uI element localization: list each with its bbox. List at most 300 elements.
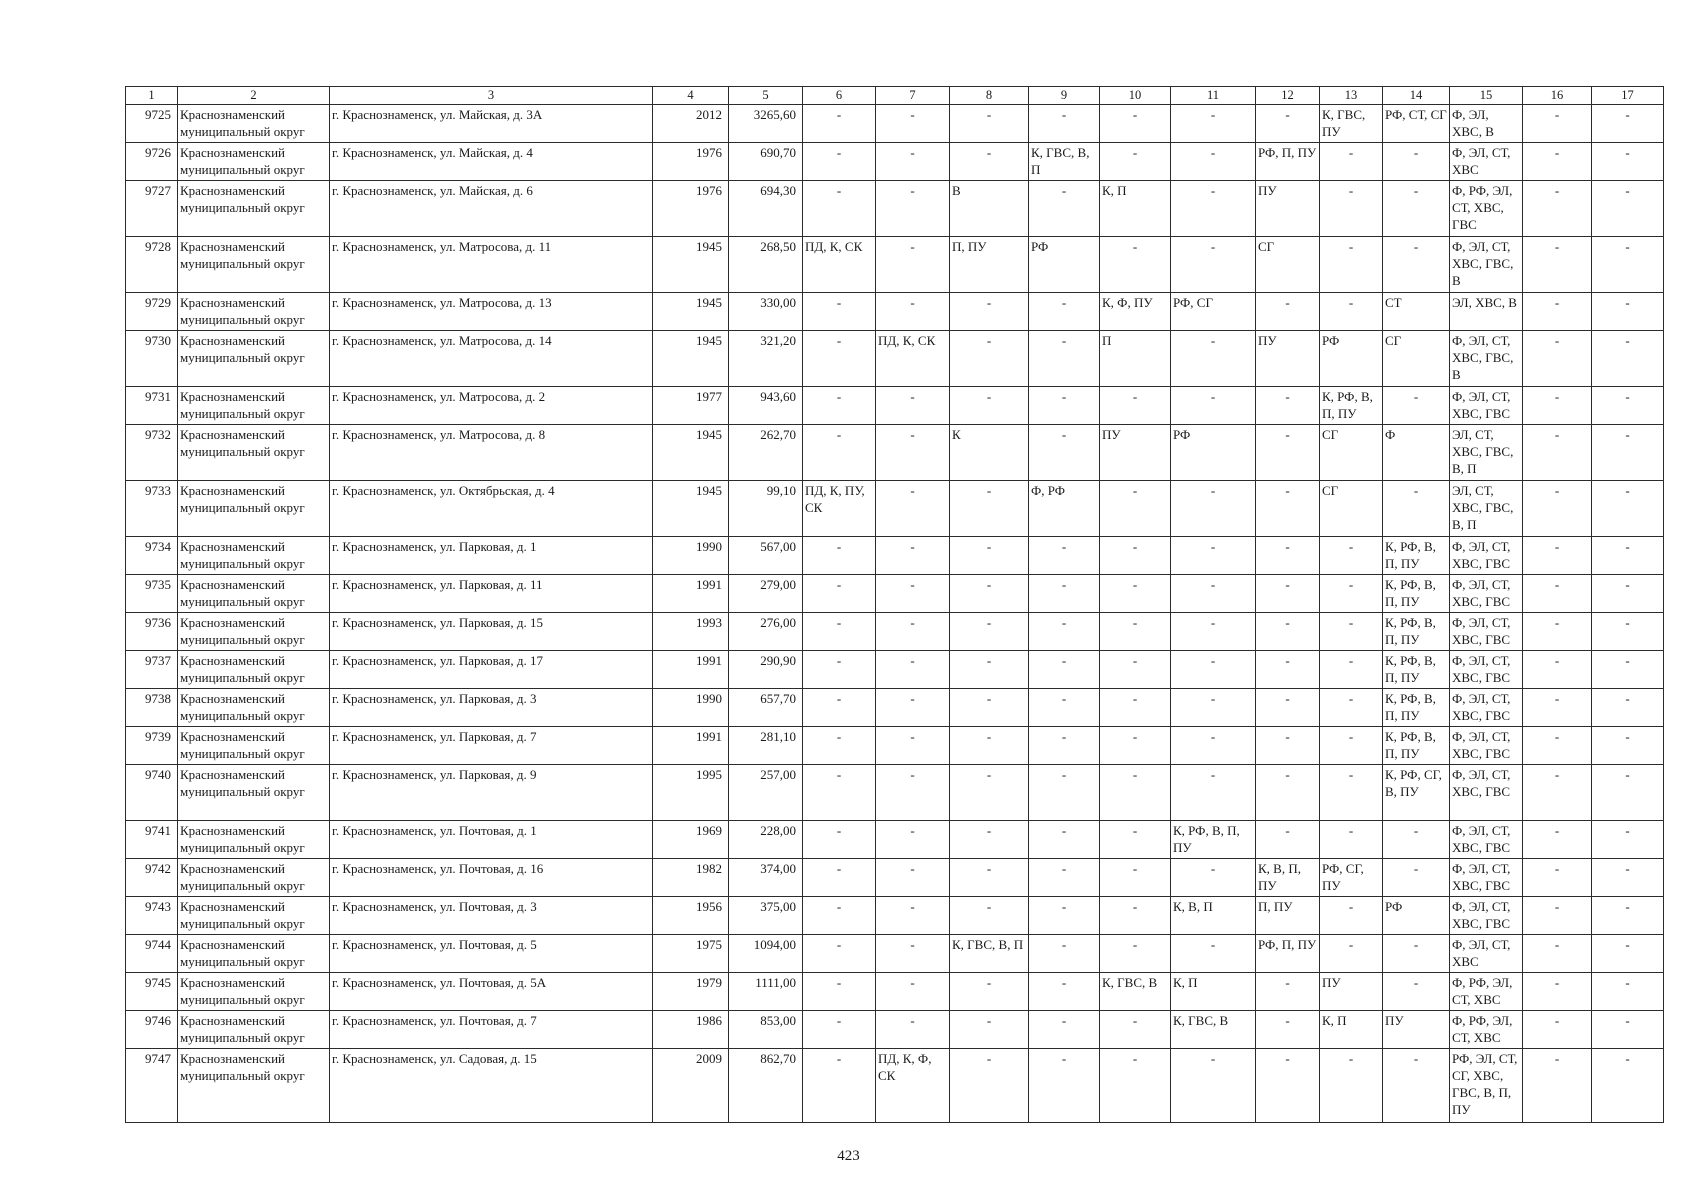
table-cell-col-1: 9740 [126,765,178,821]
table-cell-col-11: К, П [1171,973,1256,1011]
table-cell-col-9: - [1029,859,1100,897]
table-cell-col-5: 853,00 [729,1011,803,1049]
table-cell-col-13: К, П [1320,1011,1383,1049]
table-cell-col-2: Краснознаменский муниципальный округ [178,613,330,651]
table-cell-col-4: 1991 [653,575,729,613]
table-cell-col-13: СГ [1320,425,1383,481]
table-cell-col-13: - [1320,237,1383,293]
table-cell-col-11: - [1171,613,1256,651]
table-cell-col-11: - [1171,689,1256,727]
table-cell-col-3: г. Краснознаменск, ул. Матросова, д. 14 [330,331,653,387]
table-cell-col-3: г. Краснознаменск, ул. Майская, д. 3А [330,105,653,143]
table-cell-col-13: - [1320,181,1383,237]
table-cell-col-7: - [876,859,950,897]
table-cell-col-16: - [1523,765,1592,821]
table-cell-col-14: К, РФ, В, П, ПУ [1383,537,1450,575]
table-cell-col-8: К [950,425,1029,481]
table-cell-col-15: Ф, ЭЛ, СТ, ХВС, ГВС [1450,689,1523,727]
table-cell-col-4: 1975 [653,935,729,973]
table-cell-col-14: К, РФ, В, П, ПУ [1383,689,1450,727]
table-cell-col-10: - [1100,575,1171,613]
table-cell-col-16: - [1523,973,1592,1011]
column-header-14: 14 [1383,87,1450,105]
table-cell-col-16: - [1523,859,1592,897]
table-cell-col-9: - [1029,765,1100,821]
table-cell-col-7: - [876,425,950,481]
column-header-4: 4 [653,87,729,105]
table-cell-col-2: Краснознаменский муниципальный округ [178,859,330,897]
table-cell-col-16: - [1523,897,1592,935]
table-cell-col-4: 1945 [653,425,729,481]
table-cell-col-4: 1986 [653,1011,729,1049]
table-cell-col-12: П, ПУ [1256,897,1320,935]
table-cell-col-14: РФ, СТ, СГ [1383,105,1450,143]
table-cell-col-1: 9725 [126,105,178,143]
table-cell-col-13: - [1320,613,1383,651]
table-cell-col-5: 99,10 [729,481,803,537]
table-cell-col-10: - [1100,1011,1171,1049]
table-cell-col-2: Краснознаменский муниципальный округ [178,237,330,293]
table-cell-col-7: - [876,689,950,727]
table-cell-col-3: г. Краснознаменск, ул. Парковая, д. 11 [330,575,653,613]
table-cell-col-15: Ф, ЭЛ, СТ, ХВС, ГВС [1450,651,1523,689]
table-cell-col-17: - [1592,1011,1664,1049]
table-cell-col-8: - [950,765,1029,821]
table-cell-col-15: Ф, ЭЛ, СТ, ХВС, ГВС [1450,613,1523,651]
table-cell-col-11: - [1171,105,1256,143]
table-cell-col-6: - [803,859,876,897]
table-row [126,897,1664,935]
table-cell-col-16: - [1523,651,1592,689]
table-cell-col-2: Краснознаменский муниципальный округ [178,387,330,425]
table-cell-col-12: - [1256,765,1320,821]
table-cell-col-8: - [950,387,1029,425]
table-cell-col-11: К, РФ, В, П, ПУ [1171,821,1256,859]
table-cell-col-5: 3265,60 [729,105,803,143]
table-cell-col-12: ПУ [1256,331,1320,387]
table-cell-col-13: - [1320,689,1383,727]
table-cell-col-4: 1993 [653,613,729,651]
table-cell-col-14: К, РФ, В, П, ПУ [1383,613,1450,651]
table-cell-col-13: К, РФ, В, П, ПУ [1320,387,1383,425]
table-cell-col-6: ПД, К, СК [803,237,876,293]
table-cell-col-2: Краснознаменский муниципальный округ [178,1049,330,1123]
table-cell-col-12: - [1256,293,1320,331]
table-cell-col-13: РФ [1320,331,1383,387]
table-cell-col-5: 943,60 [729,387,803,425]
table-cell-col-16: - [1523,143,1592,181]
table-cell-col-1: 9738 [126,689,178,727]
table-cell-col-17: - [1592,105,1664,143]
table-cell-col-8: - [950,105,1029,143]
table-cell-col-2: Краснознаменский муниципальный округ [178,425,330,481]
table-cell-col-15: Ф, РФ, ЭЛ, СТ, ХВС, ГВС [1450,181,1523,237]
table-row [126,1011,1664,1049]
table-cell-col-12: - [1256,105,1320,143]
table-cell-col-10: - [1100,387,1171,425]
table-cell-col-7: - [876,651,950,689]
table-row [126,575,1664,613]
column-number-header-row [126,87,1664,105]
table-cell-col-12: - [1256,651,1320,689]
table-cell-col-6: - [803,821,876,859]
table-cell-col-3: г. Краснознаменск, ул. Матросова, д. 8 [330,425,653,481]
table-cell-col-17: - [1592,293,1664,331]
table-cell-col-15: Ф, ЭЛ, СТ, ХВС [1450,935,1523,973]
table-cell-col-2: Краснознаменский муниципальный округ [178,821,330,859]
table-cell-col-11: - [1171,575,1256,613]
table-cell-col-14: - [1383,821,1450,859]
table-cell-col-16: - [1523,481,1592,537]
table-cell-col-6: - [803,973,876,1011]
table-cell-col-3: г. Краснознаменск, ул. Парковая, д. 7 [330,727,653,765]
table-cell-col-14: - [1383,181,1450,237]
table-cell-col-6: - [803,331,876,387]
column-header-9: 9 [1029,87,1100,105]
table-cell-col-12: РФ, П, ПУ [1256,935,1320,973]
table-cell-col-4: 1976 [653,181,729,237]
table-cell-col-6: - [803,765,876,821]
table-cell-col-9: - [1029,387,1100,425]
table-cell-col-3: г. Краснознаменск, ул. Парковая, д. 3 [330,689,653,727]
table-cell-col-13: - [1320,727,1383,765]
table-cell-col-7: - [876,537,950,575]
table-row [126,331,1664,387]
table-cell-col-16: - [1523,689,1592,727]
table-cell-col-9: - [1029,1011,1100,1049]
table-cell-col-3: г. Краснознаменск, ул. Парковая, д. 1 [330,537,653,575]
table-cell-col-15: Ф, ЭЛ, СТ, ХВС, ГВС [1450,897,1523,935]
table-row [126,481,1664,537]
table-cell-col-17: - [1592,935,1664,973]
table-cell-col-3: г. Краснознаменск, ул. Матросова, д. 2 [330,387,653,425]
table-cell-col-5: 374,00 [729,859,803,897]
table-cell-col-8: - [950,575,1029,613]
table-cell-col-6: - [803,143,876,181]
buildings-register-table [125,86,1664,1123]
table-cell-col-9: - [1029,1049,1100,1123]
table-cell-col-12: - [1256,481,1320,537]
table-row [126,105,1664,143]
table-cell-col-14: ПУ [1383,1011,1450,1049]
table-cell-col-5: 690,70 [729,143,803,181]
table-cell-col-5: 290,90 [729,651,803,689]
table-cell-col-7: - [876,897,950,935]
column-header-6: 6 [803,87,876,105]
table-cell-col-8: - [950,897,1029,935]
table-cell-col-17: - [1592,181,1664,237]
table-cell-col-1: 9733 [126,481,178,537]
table-cell-col-13: К, ГВС, ПУ [1320,105,1383,143]
table-cell-col-16: - [1523,387,1592,425]
table-cell-col-4: 1991 [653,651,729,689]
table-cell-col-5: 375,00 [729,897,803,935]
table-cell-col-7: - [876,143,950,181]
table-cell-col-17: - [1592,765,1664,821]
table-cell-col-10: - [1100,537,1171,575]
table-cell-col-8: - [950,1049,1029,1123]
table-cell-col-7: - [876,1011,950,1049]
table-cell-col-6: - [803,1049,876,1123]
table-cell-col-11: К, ГВС, В [1171,1011,1256,1049]
table-cell-col-14: - [1383,481,1450,537]
table-cell-col-15: Ф, ЭЛ, СТ, ХВС, ГВС, В [1450,331,1523,387]
table-cell-col-2: Краснознаменский муниципальный округ [178,331,330,387]
table-cell-col-3: г. Краснознаменск, ул. Парковая, д. 17 [330,651,653,689]
table-cell-col-16: - [1523,105,1592,143]
table-cell-col-12: ПУ [1256,181,1320,237]
table-cell-col-14: - [1383,973,1450,1011]
table-row [126,293,1664,331]
table-cell-col-15: Ф, ЭЛ, СТ, ХВС, ГВС [1450,575,1523,613]
table-cell-col-1: 9747 [126,1049,178,1123]
table-cell-col-3: г. Краснознаменск, ул. Матросова, д. 11 [330,237,653,293]
table-cell-col-16: - [1523,537,1592,575]
table-cell-col-13: - [1320,143,1383,181]
table-cell-col-12: - [1256,727,1320,765]
table-cell-col-10: К, Ф, ПУ [1100,293,1171,331]
table-cell-col-3: г. Краснознаменск, ул. Садовая, д. 15 [330,1049,653,1123]
table-row [126,821,1664,859]
table-cell-col-1: 9737 [126,651,178,689]
table-cell-col-2: Краснознаменский муниципальный округ [178,765,330,821]
table-cell-col-16: - [1523,935,1592,973]
table-cell-col-17: - [1592,237,1664,293]
table-cell-col-15: Ф, ЭЛ, СТ, ХВС, ГВС [1450,537,1523,575]
table-cell-col-11: К, В, П [1171,897,1256,935]
table-cell-col-8: - [950,727,1029,765]
table-cell-col-11: - [1171,651,1256,689]
table-cell-col-7: ПД, К, СК [876,331,950,387]
table-row [126,237,1664,293]
table-cell-col-12: - [1256,689,1320,727]
table-cell-col-3: г. Краснознаменск, ул. Парковая, д. 9 [330,765,653,821]
table-cell-col-14: - [1383,859,1450,897]
table-cell-col-17: - [1592,481,1664,537]
table-cell-col-2: Краснознаменский муниципальный округ [178,481,330,537]
table-cell-col-4: 1976 [653,143,729,181]
table-cell-col-10: - [1100,105,1171,143]
table-cell-col-14: СТ [1383,293,1450,331]
table-cell-col-7: - [876,727,950,765]
table-cell-col-2: Краснознаменский муниципальный округ [178,897,330,935]
table-cell-col-9: - [1029,425,1100,481]
table-cell-col-3: г. Краснознаменск, ул. Майская, д. 4 [330,143,653,181]
column-header-16: 16 [1523,87,1592,105]
table-row [126,973,1664,1011]
table-cell-col-9: - [1029,821,1100,859]
column-header-7: 7 [876,87,950,105]
table-row [126,613,1664,651]
table-cell-col-5: 694,30 [729,181,803,237]
table-cell-col-5: 268,50 [729,237,803,293]
table-row [126,537,1664,575]
table-cell-col-10: - [1100,613,1171,651]
table-cell-col-10: К, ГВС, В [1100,973,1171,1011]
table-cell-col-6: - [803,293,876,331]
table-cell-col-10: - [1100,481,1171,537]
table-cell-col-9: - [1029,537,1100,575]
table-cell-col-4: 1945 [653,481,729,537]
table-cell-col-7: - [876,181,950,237]
table-cell-col-8: - [950,1011,1029,1049]
table-cell-col-16: - [1523,1011,1592,1049]
table-cell-col-8: - [950,613,1029,651]
table-cell-col-9: К, ГВС, В, П [1029,143,1100,181]
table-cell-col-6: - [803,105,876,143]
table-cell-col-6: - [803,387,876,425]
table-cell-col-8: - [950,859,1029,897]
table-cell-col-17: - [1592,613,1664,651]
table-cell-col-8: П, ПУ [950,237,1029,293]
table-cell-col-10: - [1100,765,1171,821]
table-cell-col-4: 2012 [653,105,729,143]
table-cell-col-15: Ф, РФ, ЭЛ, СТ, ХВС [1450,1011,1523,1049]
table-cell-col-14: К, РФ, СГ, В, ПУ [1383,765,1450,821]
table-cell-col-7: ПД, К, Ф, СК [876,1049,950,1123]
column-header-10: 10 [1100,87,1171,105]
table-cell-col-17: - [1592,575,1664,613]
table-cell-col-5: 1111,00 [729,973,803,1011]
table-cell-col-11: - [1171,935,1256,973]
table-cell-col-10: - [1100,897,1171,935]
table-row [126,765,1664,821]
table-cell-col-14: РФ [1383,897,1450,935]
column-header-15: 15 [1450,87,1523,105]
table-cell-col-4: 1945 [653,293,729,331]
table-cell-col-1: 9731 [126,387,178,425]
table-cell-col-1: 9728 [126,237,178,293]
table-cell-col-7: - [876,105,950,143]
table-cell-col-1: 9730 [126,331,178,387]
table-cell-col-7: - [876,387,950,425]
table-cell-col-10: - [1100,1049,1171,1123]
table-cell-col-9: РФ [1029,237,1100,293]
table-cell-col-13: - [1320,575,1383,613]
page-number: 423 [837,1148,860,1164]
table-cell-col-11: - [1171,387,1256,425]
table-cell-col-1: 9743 [126,897,178,935]
table-cell-col-6: - [803,537,876,575]
table-cell-col-9: - [1029,293,1100,331]
column-header-8: 8 [950,87,1029,105]
table-cell-col-7: - [876,613,950,651]
table-cell-col-6: - [803,181,876,237]
table-cell-col-3: г. Краснознаменск, ул. Парковая, д. 15 [330,613,653,651]
table-cell-col-12: - [1256,537,1320,575]
table-cell-col-1: 9739 [126,727,178,765]
table-cell-col-15: ЭЛ, ХВС, В [1450,293,1523,331]
table-cell-col-12: - [1256,613,1320,651]
table-cell-col-10: ПУ [1100,425,1171,481]
table-cell-col-11: - [1171,481,1256,537]
table-cell-col-2: Краснознаменский муниципальный округ [178,293,330,331]
table-cell-col-9: - [1029,651,1100,689]
table-cell-col-11: РФ, СГ [1171,293,1256,331]
table-cell-col-16: - [1523,237,1592,293]
table-cell-col-16: - [1523,425,1592,481]
table-cell-col-1: 9729 [126,293,178,331]
table-cell-col-16: - [1523,293,1592,331]
table-cell-col-3: г. Краснознаменск, ул. Октябрьская, д. 4 [330,481,653,537]
column-header-5: 5 [729,87,803,105]
table-cell-col-2: Краснознаменский муниципальный округ [178,537,330,575]
table-cell-col-9: - [1029,575,1100,613]
table-row [126,727,1664,765]
table-cell-col-2: Краснознаменский муниципальный округ [178,105,330,143]
table-cell-col-7: - [876,575,950,613]
table-cell-col-10: - [1100,237,1171,293]
table-cell-col-11: - [1171,727,1256,765]
table-cell-col-11: - [1171,181,1256,237]
table-cell-col-9: - [1029,613,1100,651]
table-cell-col-12: - [1256,387,1320,425]
table-cell-col-17: - [1592,331,1664,387]
table-cell-col-6: - [803,689,876,727]
table-cell-col-13: СГ [1320,481,1383,537]
table-cell-col-2: Краснознаменский муниципальный округ [178,575,330,613]
table-cell-col-10: - [1100,859,1171,897]
table-cell-col-14: К, РФ, В, П, ПУ [1383,727,1450,765]
table-cell-col-2: Краснознаменский муниципальный округ [178,143,330,181]
table-cell-col-7: - [876,765,950,821]
table-cell-col-11: - [1171,237,1256,293]
table-cell-col-6: - [803,425,876,481]
table-cell-col-13: РФ, СГ, ПУ [1320,859,1383,897]
table-cell-col-14: - [1383,237,1450,293]
table-cell-col-7: - [876,293,950,331]
table-cell-col-17: - [1592,859,1664,897]
table-row [126,689,1664,727]
table-cell-col-2: Краснознаменский муниципальный округ [178,973,330,1011]
table-cell-col-13: - [1320,293,1383,331]
table-cell-col-13: - [1320,765,1383,821]
table-cell-col-3: г. Краснознаменск, ул. Почтовая, д. 5 [330,935,653,973]
table-cell-col-9: - [1029,105,1100,143]
table-cell-col-2: Краснознаменский муниципальный округ [178,181,330,237]
column-header-13: 13 [1320,87,1383,105]
table-cell-col-5: 1094,00 [729,935,803,973]
table-cell-col-8: В [950,181,1029,237]
column-header-17: 17 [1592,87,1664,105]
table-cell-col-13: - [1320,821,1383,859]
table-cell-col-8: - [950,651,1029,689]
table-cell-col-5: 567,00 [729,537,803,575]
table-cell-col-8: - [950,689,1029,727]
table-cell-col-9: - [1029,181,1100,237]
table-cell-col-8: - [950,537,1029,575]
table-cell-col-10: - [1100,935,1171,973]
table-cell-col-14: - [1383,143,1450,181]
table-cell-col-7: - [876,481,950,537]
table-cell-col-5: 262,70 [729,425,803,481]
table-cell-col-11: - [1171,765,1256,821]
table-cell-col-15: Ф, ЭЛ, СТ, ХВС, ГВС [1450,765,1523,821]
table-cell-col-6: - [803,935,876,973]
table-cell-col-17: - [1592,821,1664,859]
table-cell-col-3: г. Краснознаменск, ул. Почтовая, д. 16 [330,859,653,897]
table-cell-col-16: - [1523,613,1592,651]
table-cell-col-4: 1982 [653,859,729,897]
table-cell-col-13: - [1320,651,1383,689]
table-cell-col-3: г. Краснознаменск, ул. Почтовая, д. 1 [330,821,653,859]
table-cell-col-4: 1945 [653,237,729,293]
table-cell-col-7: - [876,237,950,293]
table-cell-col-5: 321,20 [729,331,803,387]
table-cell-col-12: - [1256,575,1320,613]
table-cell-col-1: 9727 [126,181,178,237]
table-cell-col-9: Ф, РФ [1029,481,1100,537]
